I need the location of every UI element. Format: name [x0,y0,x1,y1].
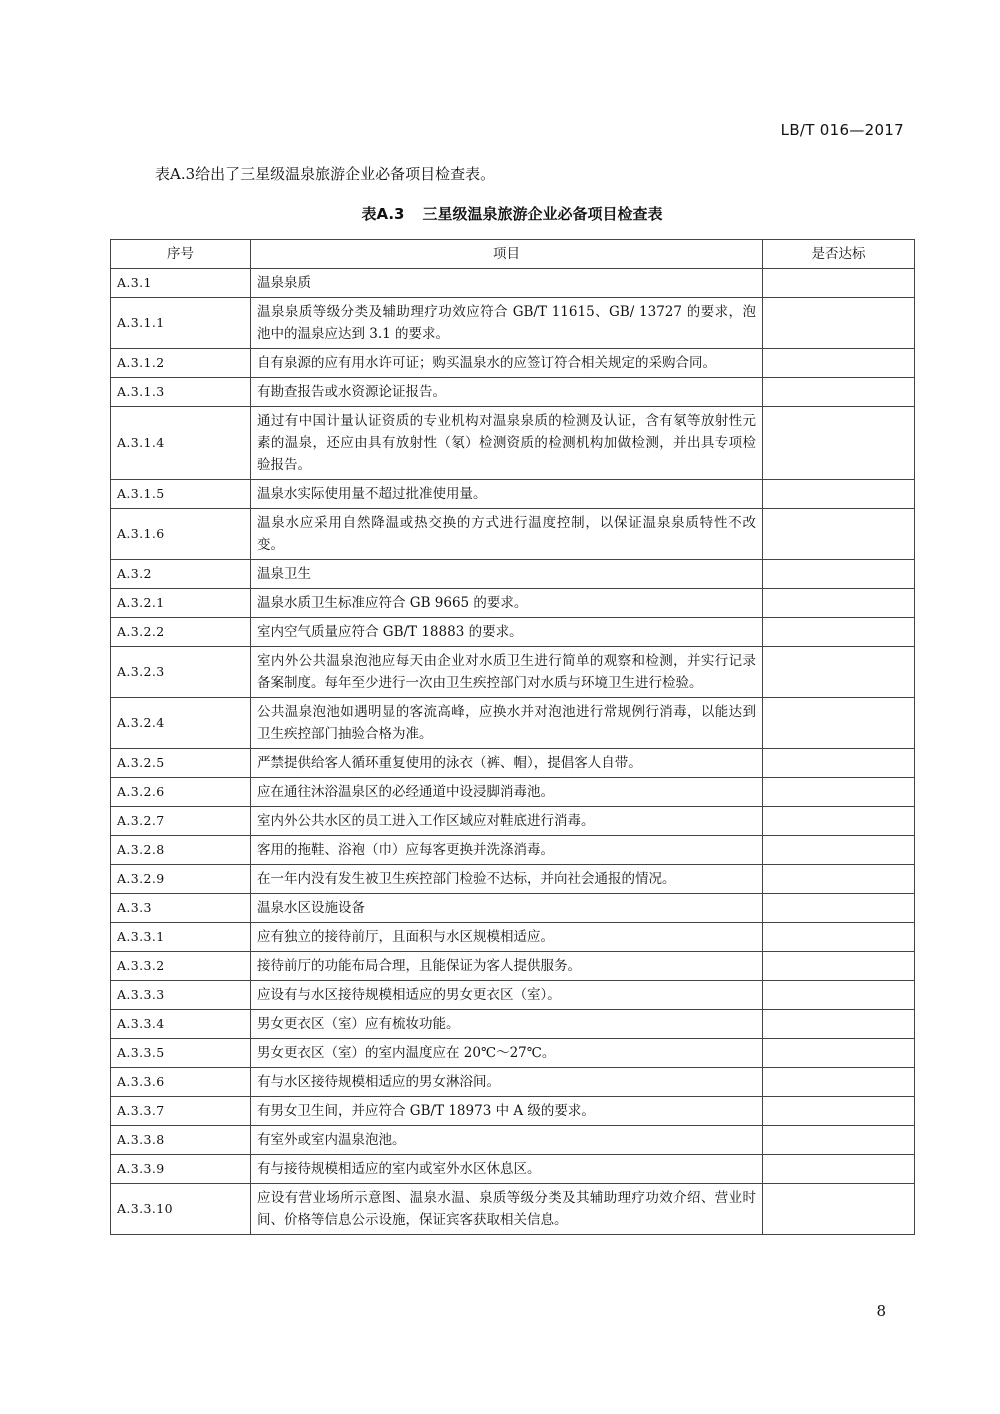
column-header-item: 项目 [251,240,763,269]
row-code: A.3.3.8 [111,1126,251,1155]
row-item: 严禁提供给客人循环重复使用的泳衣（裤、帽），提倡客人自带。 [251,749,763,778]
row-code: A.3.2.8 [111,836,251,865]
row-code: A.3.3.9 [111,1155,251,1184]
row-item: 自有泉源的应有用水许可证；购买温泉水的应签订符合相关规定的采购合同。 [251,349,763,378]
row-item: 应设有与水区接待规模相适应的男女更衣区（室）。 [251,981,763,1010]
row-item: 应设有营业场所示意图、温泉水温、泉质等级分类及其辅助理疗功效介绍、营业时间、价格等信息公示设施，保证宾客获取相关信息。 [251,1184,763,1235]
table-row [111,1097,915,1126]
row-compliance-cell[interactable] [763,698,915,749]
row-item: 有男女卫生间，并应符合 GB/T 18973 中 A 级的要求。 [251,1097,763,1126]
row-compliance-cell[interactable] [763,1039,915,1068]
row-code: A.3.2.4 [111,698,251,749]
table-row [111,1155,915,1184]
row-compliance-cell[interactable] [763,589,915,618]
row-item: 温泉水实际使用量不超过批准使用量。 [251,480,763,509]
table-row [111,1184,915,1235]
row-compliance-cell[interactable] [763,865,915,894]
table-row [111,589,915,618]
row-code: A.3.3.5 [111,1039,251,1068]
row-compliance-cell[interactable] [763,778,915,807]
row-code: A.3.1.6 [111,509,251,560]
table-row [111,865,915,894]
table-row [111,1010,915,1039]
table-row [111,407,915,480]
row-item: 男女更衣区（室）应有梳妆功能。 [251,1010,763,1039]
table-header [111,240,915,269]
row-code: A.3.1.5 [111,480,251,509]
row-compliance-cell[interactable] [763,349,915,378]
row-compliance-cell[interactable] [763,509,915,560]
row-compliance-cell[interactable] [763,378,915,407]
row-item: 温泉泉质 [251,269,763,298]
row-compliance-cell[interactable] [763,618,915,647]
row-code: A.3.3 [111,894,251,923]
page-number: 8 [876,1302,886,1320]
row-code: A.3.3.2 [111,952,251,981]
row-code: A.3.2.5 [111,749,251,778]
row-compliance-cell[interactable] [763,749,915,778]
row-item: 温泉水应采用自然降温或热交换的方式进行温度控制，以保证温泉泉质特性不改变。 [251,509,763,560]
table-row [111,269,915,298]
column-header-compliance: 是否达标 [763,240,915,269]
row-item: 温泉卫生 [251,560,763,589]
row-compliance-cell[interactable] [763,1068,915,1097]
table-row [111,778,915,807]
row-compliance-cell[interactable] [763,647,915,698]
table-row [111,923,915,952]
table-row [111,981,915,1010]
row-item: 接待前厅的功能布局合理，且能保证为客人提供服务。 [251,952,763,981]
table-row [111,618,915,647]
table-row [111,1068,915,1097]
row-item: 有与接待规模相适应的室内或室外水区休息区。 [251,1155,763,1184]
row-compliance-cell[interactable] [763,923,915,952]
row-item: 在一年内没有发生被卫生疾控部门检验不达标，并向社会通报的情况。 [251,865,763,894]
row-code: A.3.3.6 [111,1068,251,1097]
row-compliance-cell[interactable] [763,407,915,480]
table-row [111,749,915,778]
row-compliance-cell[interactable] [763,1010,915,1039]
row-compliance-cell[interactable] [763,807,915,836]
row-code: A.3.1 [111,269,251,298]
row-compliance-cell[interactable] [763,981,915,1010]
row-item: 室内外公共水区的员工进入工作区域应对鞋底进行消毒。 [251,807,763,836]
row-item: 温泉泉质等级分类及辅助理疗功效应符合 GB/T 11615、GB/ 13727 的要求，泡池中的温泉应达到 3.1 的要求。 [251,298,763,349]
table-row [111,378,915,407]
row-code: A.3.2.3 [111,647,251,698]
checklist-table [110,239,915,1235]
row-code: A.3.2.2 [111,618,251,647]
row-item: 室内外公共温泉泡池应每天由企业对水质卫生进行简单的观察和检测，并实行记录备案制度。每年至少进行一次由卫生疾控部门对水质与环境卫生进行检验。 [251,647,763,698]
header-row [111,240,915,269]
row-item: 室内空气质量应符合 GB/T 18883 的要求。 [251,618,763,647]
row-item: 客用的拖鞋、浴袍（巾）应每客更换并洗涤消毒。 [251,836,763,865]
row-code: A.3.1.3 [111,378,251,407]
table-title-number: 表A.3 [361,205,405,223]
row-code: A.3.3.3 [111,981,251,1010]
row-item: 男女更衣区（室）的室内温度应在 20℃～27℃。 [251,1039,763,1068]
row-item: 通过有中国计量认证资质的专业机构对温泉泉质的检测及认证，含有氡等放射性元素的温泉，还应由具有放射性（氡）检测资质的检测机构加做检测，并出具专项检验报告。 [251,407,763,480]
row-compliance-cell[interactable] [763,1097,915,1126]
row-item: 应有独立的接待前厅，且面积与水区规模相适应。 [251,923,763,952]
row-item: 应在通往沐浴温泉区的必经通道中设浸脚消毒池。 [251,778,763,807]
column-header-number: 序号 [111,240,251,269]
row-item: 有室外或室内温泉泡池。 [251,1126,763,1155]
row-item: 有与水区接待规模相适应的男女淋浴间。 [251,1068,763,1097]
row-compliance-cell[interactable] [763,480,915,509]
row-compliance-cell[interactable] [763,1155,915,1184]
row-code: A.3.1.4 [111,407,251,480]
table-row [111,647,915,698]
row-code: A.3.2.1 [111,589,251,618]
table-row [111,952,915,981]
row-compliance-cell[interactable] [763,1126,915,1155]
table-title [110,203,914,224]
table-row [111,509,915,560]
row-code: A.3.3.7 [111,1097,251,1126]
row-code: A.3.2.9 [111,865,251,894]
table-row [111,807,915,836]
row-compliance-cell[interactable] [763,952,915,981]
table-body [111,269,915,1235]
table-row [111,698,915,749]
row-code: A.3.2 [111,560,251,589]
table-row [111,1039,915,1068]
table-row [111,349,915,378]
table-row [111,894,915,923]
row-code: A.3.3.1 [111,923,251,952]
row-compliance-cell[interactable] [763,560,915,589]
table-row [111,298,915,349]
row-compliance-cell[interactable] [763,269,915,298]
table-title-text: 三星级温泉旅游企业必备项目检查表 [422,205,663,223]
table-row [111,480,915,509]
table-row [111,1126,915,1155]
table-row [111,560,915,589]
row-code: A.3.2.6 [111,778,251,807]
row-compliance-cell[interactable] [763,1184,915,1235]
row-code: A.3.3.10 [111,1184,251,1235]
row-item: 温泉水区设施设备 [251,894,763,923]
row-item: 温泉水质卫生标准应符合 GB 9665 的要求。 [251,589,763,618]
row-code: A.3.2.7 [111,807,251,836]
row-compliance-cell[interactable] [763,298,915,349]
intro-text: 表A.3给出了三星级温泉旅游企业必备项目检查表。 [155,165,496,183]
standard-code: LB/T 016—2017 [780,121,904,139]
row-compliance-cell[interactable] [763,894,915,923]
row-item: 公共温泉泡池如遇明显的客流高峰，应换水并对泡池进行常规例行消毒，以能达到卫生疾控部门抽验合格为准。 [251,698,763,749]
table-row [111,836,915,865]
row-compliance-cell[interactable] [763,836,915,865]
row-item: 有勘查报告或水资源论证报告。 [251,378,763,407]
row-code: A.3.1.2 [111,349,251,378]
row-code: A.3.1.1 [111,298,251,349]
row-code: A.3.3.4 [111,1010,251,1039]
